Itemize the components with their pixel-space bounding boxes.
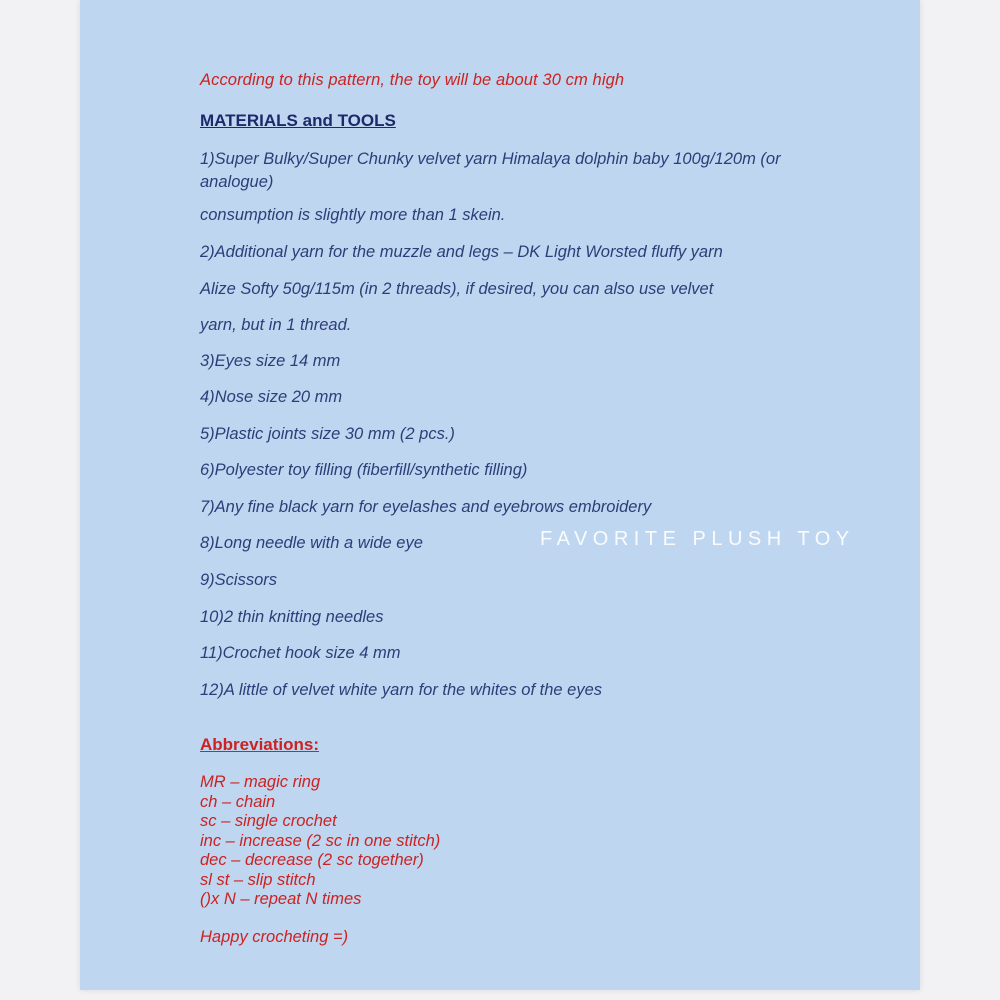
materials-heading: MATERIALS and TOOLS [200,111,396,130]
abbreviations-heading: Abbreviations: [200,735,320,754]
closing-note: Happy crocheting =) [200,928,349,946]
materials-item: 8)Long needle with a wide eye [200,534,423,552]
abbreviation-item: sl st – slip stitch [200,871,316,889]
abbreviation-item: sc – single crochet [200,812,337,830]
materials-item: 1)Super Bulky/Super Chunky velvet yarn Himalaya dolphin baby 100g/120m (or analogue) [200,150,781,191]
document-page [80,0,920,990]
abbreviation-item: ()x N – repeat N times [200,890,362,908]
intro-note: According to this pattern, the toy will be about 30 cm high [200,71,625,89]
materials-item: 5)Plastic joints size 30 mm (2 pcs.) [200,425,455,443]
materials-item: 12)A little of velvet white yarn for the whites of the eyes [200,681,603,699]
abbreviation-item: ch – chain [200,793,276,811]
materials-item: 2)Additional yarn for the muzzle and legs – DK Light Worsted fluffy yarn [200,243,723,261]
materials-item: yarn, but in 1 thread. [200,316,352,334]
materials-item: 4)Nose size 20 mm [200,388,343,406]
materials-item: 11)Crochet hook size 4 mm [200,644,401,662]
watermark: FAVORITE PLUSH TOY [540,528,855,550]
materials-item: Alize Softy 50g/115m (in 2 threads), if desired, you can also use velvet [200,280,714,298]
materials-item: 6)Polyester toy filling (fiberfill/synthetic filling) [200,461,528,479]
materials-item: 9)Scissors [200,571,278,589]
materials-item: 3)Eyes size 14 mm [200,352,341,370]
abbreviation-item: inc – increase (2 sc in one stitch) [200,832,441,850]
materials-item: 7)Any fine black yarn for eyelashes and eyebrows embroidery [200,498,652,516]
document-content [200,0,880,990]
materials-item: consumption is slightly more than 1 skein. [200,206,506,224]
abbreviation-item: dec – decrease (2 sc together) [200,851,424,869]
materials-item: 10)2 thin knitting needles [200,608,384,626]
abbreviation-item: MR – magic ring [200,773,321,791]
